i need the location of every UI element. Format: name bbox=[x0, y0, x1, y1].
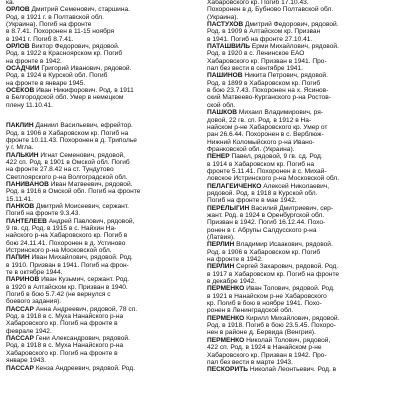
entry-text: Павел, рядовой, 9 гв. сд. Род. bbox=[231, 153, 323, 161]
surname: ПЕРЕЛЫГИН bbox=[207, 204, 250, 212]
entry-line bbox=[6, 65, 196, 72]
memorial-entry bbox=[207, 43, 397, 72]
entry-text: Род. в 1924 в Курской обл. Погиб bbox=[6, 72, 108, 80]
entry-text: (Украина). Погиб на фронте bbox=[6, 21, 92, 29]
entry-line bbox=[207, 183, 397, 190]
entry-line bbox=[207, 80, 397, 87]
entry-line bbox=[6, 254, 196, 261]
surname: ПЕРМЕНКО bbox=[207, 336, 245, 344]
surname: ПЕЛАГЕИЧЕНКО bbox=[207, 182, 262, 190]
entry-text: Иван Кузьмич, сержант. Род. bbox=[41, 276, 129, 284]
memorial-entry bbox=[207, 109, 397, 153]
entry-text: 15.11.41. bbox=[6, 195, 34, 203]
entry-line bbox=[207, 190, 397, 197]
entry-text: Анна Андреевич, рядовой, 78 сп. bbox=[35, 305, 138, 313]
entry-text: Хабаровского кр. Призван в 1942. Про- bbox=[207, 351, 327, 359]
entry-text: Дмитрий Моисеевич, сержант. bbox=[36, 202, 129, 210]
entry-line bbox=[207, 168, 397, 175]
entry-line bbox=[207, 153, 397, 160]
memorial-entry bbox=[207, 241, 397, 263]
memorial-entry bbox=[6, 365, 196, 372]
surname: ПЕРМЕНКО bbox=[207, 314, 245, 322]
entry-text: Иван Михайлович, рядовой. Род. bbox=[31, 254, 133, 262]
entry-text: в 1941. Погиб на фронте 27.10.41. bbox=[207, 35, 313, 43]
entry-line bbox=[207, 65, 397, 72]
memorial-entry bbox=[207, 205, 397, 242]
memorial-entry bbox=[6, 203, 196, 218]
entry-line bbox=[6, 298, 196, 305]
surname: ПАШИНОВ bbox=[207, 72, 243, 80]
entry-line bbox=[207, 175, 397, 182]
entry-text: Род. в 1918 в с. Муха Нанайского р-на bbox=[6, 342, 124, 350]
entry-text: у г. Мгла. bbox=[6, 144, 34, 152]
entry-text: на фронте в январе 1945. bbox=[6, 79, 86, 87]
entry-line bbox=[6, 232, 196, 239]
entry-text: Светлоярского р-на Волгоградской обл. bbox=[6, 173, 128, 181]
entry-line bbox=[207, 109, 397, 116]
entry-text: Игнат Семенович, рядовой, bbox=[40, 151, 126, 159]
entry-line bbox=[6, 306, 196, 313]
entry-line bbox=[207, 234, 397, 241]
entry-line bbox=[207, 146, 397, 153]
entry-text: феврале 1942. bbox=[6, 327, 52, 335]
entry-line bbox=[6, 14, 196, 21]
surname: ПАКЛИН bbox=[6, 122, 34, 130]
memorial-entry bbox=[207, 337, 397, 366]
surname: ПАНКОВ bbox=[6, 202, 35, 210]
entry-line bbox=[6, 137, 196, 144]
entry-text: нен в районе д. Бервида (Венгрия). bbox=[207, 329, 316, 337]
surname: ПАССАР bbox=[6, 335, 34, 343]
entry-text: 422 сп. Род. в 1901 в Омской обл. Погиб bbox=[6, 158, 130, 166]
entry-line bbox=[207, 21, 397, 28]
section-gap bbox=[6, 109, 196, 122]
memorial-entry bbox=[6, 276, 196, 305]
entry-line bbox=[6, 269, 196, 276]
entry-text: в 8.7.41. Похоронен в 11-15 ноября bbox=[6, 28, 115, 36]
entry-text: Николай Леонтьевич. Род. в bbox=[249, 366, 337, 374]
entry-line bbox=[6, 144, 196, 151]
entry-text: Иван Никифорович. Род. в 1911 bbox=[36, 87, 134, 95]
memorial-entry bbox=[207, 0, 397, 21]
entry-line bbox=[207, 256, 397, 263]
entry-text: ронен в Ленинградской обл. bbox=[207, 307, 294, 315]
entry-text: Род. в 1909 в Алтайском кр. Призван bbox=[207, 28, 321, 36]
entry-text: Алексей Николаевич, bbox=[263, 182, 330, 190]
entry-text: Род. в 1916 в Омской обл. Погиб на фронте bbox=[6, 188, 141, 196]
entry-line bbox=[207, 352, 397, 359]
entry-line bbox=[207, 359, 397, 366]
entry-line bbox=[6, 50, 196, 57]
memorial-entry bbox=[207, 21, 397, 43]
left-column bbox=[6, 0, 196, 372]
entry-text: Род. в 1921 г. в Полтавской обл. bbox=[6, 13, 104, 21]
entry-text: Хабаровского кр. Погиб 17.10.43. bbox=[207, 0, 309, 6]
entry-line bbox=[6, 320, 196, 327]
surname: ПАССАР bbox=[6, 305, 34, 313]
entry-text: ка. bbox=[6, 0, 15, 6]
entry-line bbox=[207, 300, 397, 307]
surname: ПАТАШВИЛЬ bbox=[207, 43, 251, 51]
entry-line bbox=[6, 203, 196, 210]
memorial-entry bbox=[207, 366, 397, 373]
entry-line bbox=[6, 262, 196, 269]
entry-text: пал без вести в марте 1943. bbox=[207, 358, 293, 366]
entry-line bbox=[207, 102, 397, 109]
entry-line bbox=[6, 313, 196, 320]
entry-line bbox=[207, 117, 397, 124]
entry-text: Хабаровского кр. Погиб на фронте в bbox=[6, 320, 118, 328]
entry-text: Кенза Андреевич, рядовой. Род. bbox=[35, 364, 135, 372]
entry-line bbox=[207, 337, 397, 344]
entry-line bbox=[207, 28, 397, 35]
entry-text: фронте 10.11.43. Похоронен в д. Триполье bbox=[6, 136, 137, 144]
entry-text: Погиб на фронте в мае 1942. bbox=[207, 197, 297, 205]
memorial-entry bbox=[6, 335, 196, 364]
entry-text: Никита Петрович, рядовой. bbox=[244, 72, 328, 80]
entry-line bbox=[6, 94, 196, 101]
entry-line bbox=[207, 36, 397, 43]
memorial-entry bbox=[6, 152, 196, 181]
entry-text: Хабаровского кр. Призван в 1941. Про- bbox=[207, 57, 327, 65]
entry-text: на фронте 27.8.42 на ст. Тундутово bbox=[6, 166, 114, 174]
entry-line bbox=[207, 241, 397, 248]
entry-line bbox=[6, 247, 196, 254]
entry-text: Виктор Федорович, рядовой. bbox=[31, 43, 120, 51]
entry-line bbox=[207, 271, 397, 278]
surname: ПАРИНОВ bbox=[6, 276, 40, 284]
entry-line bbox=[207, 197, 397, 204]
entry-text: в 1917 в Хабаровском кр. Погиб на фронте bbox=[207, 270, 340, 278]
memorial-entry bbox=[6, 6, 196, 43]
surname: ПЕРЛИН bbox=[207, 263, 235, 271]
entry-line bbox=[6, 152, 196, 159]
entry-text: 9 гв. сд. Род. в 1915 в с. Найхин На- bbox=[6, 224, 117, 232]
entry-line bbox=[207, 263, 397, 270]
entry-text: Андрей Павлович, рядовой, bbox=[48, 217, 135, 225]
entry-line bbox=[6, 122, 196, 129]
entry-line bbox=[6, 284, 196, 291]
entry-text: Истринского р-на Московской обл. bbox=[6, 247, 112, 254]
entry-line bbox=[6, 43, 196, 50]
memorial-entry bbox=[6, 254, 196, 276]
entry-text: Род. в 1918 в с. Муха Нанайского р-на bbox=[6, 313, 124, 321]
entry-text: на фронте в 1942. bbox=[6, 57, 62, 65]
memorial-entry bbox=[6, 306, 196, 335]
entry-line bbox=[6, 291, 196, 298]
entry-line bbox=[6, 87, 196, 94]
surname: ПЕНЕР bbox=[207, 153, 230, 161]
entry-line bbox=[207, 278, 397, 285]
memorial-entry bbox=[6, 65, 196, 87]
entry-line bbox=[207, 161, 397, 168]
entry-text: в Белгородской обл. Умер в немецком bbox=[6, 94, 124, 102]
entry-text: (Украина). bbox=[207, 13, 239, 21]
memorial-entry bbox=[6, 43, 196, 65]
entry-text: Нижний Коломыйского р-на Ивано- bbox=[207, 138, 315, 146]
entry-text: найского р-на Хабаровского кр. Погиб в bbox=[6, 232, 128, 240]
entry-line bbox=[207, 139, 397, 146]
memorial-entry bbox=[207, 285, 397, 314]
entry-line bbox=[6, 357, 196, 364]
entry-text: ронен в г. Абрупы Салдусского р-на bbox=[207, 226, 317, 234]
entry-line bbox=[207, 87, 397, 94]
entry-text: довой, 22 гв. сп. Род. в 1912 в На- bbox=[207, 116, 312, 124]
entry-text: (Латвия). bbox=[207, 234, 235, 241]
entry-text: 422 сп. Род. в 1924 в Нанайском р-не bbox=[207, 344, 322, 352]
entry-text: Похоронен в д. Бубново Полтавской обл. bbox=[207, 6, 334, 14]
entry-line bbox=[6, 102, 196, 109]
entry-line bbox=[6, 188, 196, 195]
entry-line bbox=[207, 131, 397, 138]
surname: ОРЛОВ bbox=[6, 6, 30, 14]
entry-text: те в октябре 1944. bbox=[6, 269, 63, 277]
surname: ПАССАР bbox=[6, 364, 34, 372]
entry-text: ской обл. bbox=[207, 101, 236, 109]
entry-line bbox=[6, 218, 196, 225]
entry-text: в 1920 в Алтайском кр. Призван в 1940. bbox=[6, 283, 128, 291]
entry-text: в 1921 в Нанайском р-не Хабаровского bbox=[207, 292, 327, 300]
entry-text: Род. в 1906 в Хабаровском кр. Погиб на bbox=[6, 129, 129, 137]
entry-text: Гени Александрович, рядовой. bbox=[35, 335, 130, 343]
entry-line bbox=[6, 58, 196, 65]
surname: ПАНИВАНОВ bbox=[6, 180, 49, 188]
entry-text: в 1910. Призван в 1941. Погиб на фрон- bbox=[6, 261, 129, 269]
surname: ОРЛОВ bbox=[6, 43, 30, 51]
entry-text: в 1914 в Хабаровском кр. Погиб на bbox=[207, 160, 315, 168]
entry-line bbox=[207, 6, 397, 13]
entry-text: фронте 5.11.41. Похоронен в с. Михай- bbox=[207, 167, 327, 175]
entry-text: Род. в 1899 в Хабаровском кр. Погиб bbox=[207, 79, 321, 87]
entry-text: Призван в 1942. Погиб 16.12.44. Похо- bbox=[207, 219, 326, 227]
entry-text: Хабаровского кр. Погиб на фронте в bbox=[6, 349, 118, 357]
entry-text: в 1941 г. Погиб 8.7.41. bbox=[6, 35, 74, 43]
entry-text: кр. Погиб в бою в ноябре 1941. Похо- bbox=[207, 300, 322, 308]
entry-text: Дмитрий Семенович, старшина. bbox=[31, 6, 130, 14]
entry-line bbox=[207, 124, 397, 131]
entry-text: в декабре 1942. bbox=[207, 278, 256, 286]
entry-line bbox=[6, 350, 196, 357]
entry-line bbox=[6, 240, 196, 247]
entry-line bbox=[6, 72, 196, 79]
entry-line bbox=[207, 58, 397, 65]
surname: ПАПИН bbox=[6, 254, 30, 262]
entry-line bbox=[6, 21, 196, 28]
memorial-entry bbox=[207, 263, 397, 285]
entry-text: Михаил Владимирович, ря- bbox=[238, 109, 323, 117]
memorial-entry bbox=[6, 122, 196, 151]
memorial-entry bbox=[207, 183, 397, 205]
entry-line bbox=[207, 205, 397, 212]
surname: ОСЕКОВ bbox=[6, 87, 35, 95]
entry-text: боевого задания). bbox=[6, 298, 62, 306]
entry-line bbox=[6, 342, 196, 349]
surname: ПАСТУХОВ bbox=[207, 21, 244, 29]
entry-text: Николай Толович, рядовой, bbox=[246, 336, 331, 344]
entry-line bbox=[207, 329, 397, 336]
entry-text: Кирилл Михайлович, рядовой. bbox=[246, 314, 340, 322]
entry-text: Род. в 1918. Погиб в бою 23.5.45. Похоро- bbox=[207, 322, 336, 330]
memorial-entry bbox=[207, 315, 397, 337]
memorial-entry bbox=[207, 153, 397, 182]
entry-line bbox=[207, 50, 397, 57]
entry-line bbox=[6, 196, 196, 203]
entry-text: бою 24.11.41. Похоронен в д. Устиново bbox=[6, 239, 126, 247]
entry-line bbox=[6, 181, 196, 188]
entry-line bbox=[207, 227, 397, 234]
entry-line bbox=[207, 249, 397, 256]
entry-line bbox=[6, 166, 196, 173]
entry-line bbox=[6, 28, 196, 35]
entry-text: Род. в 1920 в с. Ленинское ЕАО bbox=[207, 50, 305, 58]
entry-line bbox=[207, 14, 397, 21]
entry-line bbox=[6, 276, 196, 283]
entry-text: Сергей Захарович, рядовой. Род. bbox=[236, 263, 339, 271]
surname: ПЕРМЕНКО bbox=[207, 285, 245, 293]
entry-text: Дмитрий Федорович, рядовой. bbox=[245, 21, 339, 29]
entry-line bbox=[207, 307, 397, 314]
entry-text: Род. в 1906 в Хабаровском кр. Погиб bbox=[207, 248, 321, 256]
entry-text: в бою 23.7.43. Похоронен на х. Ясинов- bbox=[207, 87, 329, 95]
surname: ПЕСКОРИТЬ bbox=[207, 366, 248, 374]
entry-text: Франковской обл. (Украина). bbox=[207, 145, 295, 153]
page bbox=[6, 0, 398, 401]
entry-line bbox=[6, 210, 196, 217]
entry-line bbox=[207, 212, 397, 219]
entry-text: Род. в 1922 в Красноярском кр. Погиб bbox=[6, 50, 123, 58]
entry-line bbox=[207, 43, 397, 50]
entry-text: Иван Матвеевич, рядовой. bbox=[50, 180, 133, 188]
memorial-entry bbox=[6, 181, 196, 203]
entry-line bbox=[207, 344, 397, 351]
entry-line bbox=[6, 174, 196, 181]
entry-text: Василий Дмитриевич, сер- bbox=[251, 204, 334, 212]
entry-line bbox=[6, 328, 196, 335]
memorial-entry bbox=[207, 72, 397, 109]
entry-line bbox=[6, 335, 196, 342]
surname: ОСАДЧИЙ bbox=[6, 65, 40, 73]
entry-line bbox=[6, 80, 196, 87]
entry-line bbox=[6, 36, 196, 43]
entry-text: рядовой. Род. в 1918 в Курской обл. bbox=[207, 189, 318, 197]
entry-line bbox=[207, 219, 397, 226]
memorial-entry bbox=[6, 218, 196, 255]
entry-text: плену 11.10.41. bbox=[6, 101, 53, 109]
entry-line bbox=[6, 6, 196, 13]
entry-line bbox=[207, 315, 397, 322]
entry-text: Григорий Иванович, рядовой. bbox=[41, 65, 132, 73]
entry-text: Ерми Михайлович, рядовой. bbox=[251, 43, 339, 51]
entry-text: пал без вести в сентябре 1941. bbox=[207, 65, 303, 73]
surname: ПАШКОВ bbox=[207, 109, 238, 117]
entry-line bbox=[207, 293, 397, 300]
entry-text: на фронте в 1942. bbox=[207, 256, 263, 264]
entry-line bbox=[207, 72, 397, 79]
entry-line bbox=[6, 225, 196, 232]
entry-text: жант. Род. в 1924 в Оренбургской обл. bbox=[207, 211, 325, 219]
entry-text: ский Матвеево-Курганского р-на Ростов- bbox=[207, 94, 331, 102]
surname: ПАНТЕЛЕЕВ bbox=[6, 217, 47, 225]
entry-text: Даниил Васильевич, ефрейтор. bbox=[35, 122, 133, 130]
entry-line bbox=[207, 94, 397, 101]
entry-text: найском р-не Хабаровского кр. Умер от bbox=[207, 123, 328, 131]
entry-line bbox=[6, 159, 196, 166]
entry-line bbox=[207, 322, 397, 329]
entry-line bbox=[207, 285, 397, 292]
surname: ПАЛЬКИН bbox=[6, 151, 39, 159]
entry-text: Владимир Исаакович, рядовой. bbox=[236, 241, 333, 249]
entry-line bbox=[6, 365, 196, 372]
entry-text: Погиб в бою 5.7.42 (не вернулся с bbox=[6, 291, 111, 299]
right-column bbox=[207, 0, 397, 374]
entry-text: ловское Истринского р-на Московской обл. bbox=[207, 175, 340, 183]
entry-text: январе 1943. bbox=[6, 357, 46, 365]
entry-text: ран 26.6.44. Похоронен в с. Верблюж- bbox=[207, 131, 324, 139]
memorial-entry bbox=[6, 87, 196, 109]
entry-text: Погиб на фронте 9.3.43. bbox=[6, 210, 81, 218]
entry-line bbox=[207, 366, 397, 373]
entry-line bbox=[6, 130, 196, 137]
surname: ПЕРЛИН bbox=[207, 241, 235, 249]
entry-text: Иван Толович, рядовой. Род. bbox=[246, 285, 335, 293]
